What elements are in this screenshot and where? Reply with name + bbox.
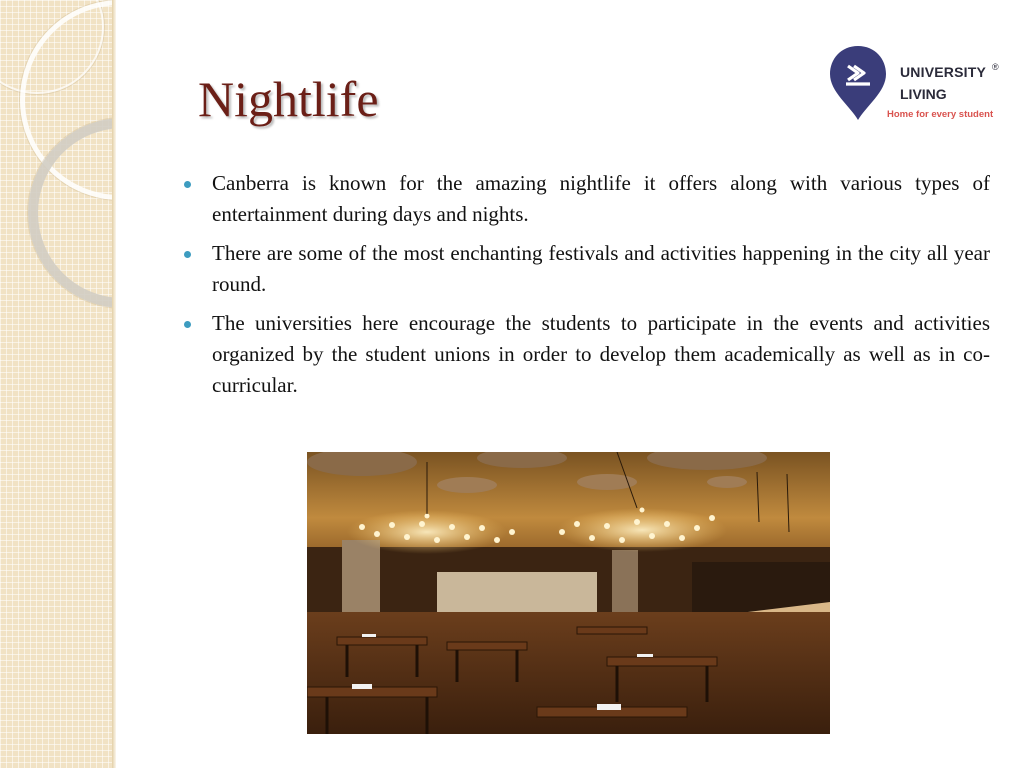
location-pin-icon (828, 44, 888, 122)
logo-text-university: UNIVERSITY (900, 64, 987, 80)
bullet-text: The universities here encourage the students to participate in the events and activities organized by the student unions in order to develop them academically as well as in co-curricular. (212, 311, 990, 397)
logo-text-living: LIVING (900, 86, 947, 102)
registered-mark: ® (992, 62, 999, 72)
bullet-text: Canberra is known for the amazing nightlife it offers along with various types of entertainment during days and nights. (212, 171, 990, 226)
bullet-item (182, 308, 990, 401)
bullet-dot-icon (184, 181, 191, 188)
bullet-item (182, 238, 990, 300)
photo-illustration (307, 452, 830, 734)
bullet-list (182, 168, 990, 409)
logo-tagline: Home for every student (887, 109, 994, 120)
bullet-item (182, 168, 990, 230)
bullet-text: There are some of the most enchanting festivals and activities happening in the city all year round. (212, 241, 990, 296)
bullet-dot-icon (184, 321, 191, 328)
slide-title: Nightlife (198, 71, 379, 127)
decorative-side-strip (0, 0, 112, 768)
restaurant-interior-photo (307, 452, 830, 734)
bullet-dot-icon (184, 251, 191, 258)
strip-edge (112, 0, 116, 768)
university-living-logo (828, 44, 1008, 124)
